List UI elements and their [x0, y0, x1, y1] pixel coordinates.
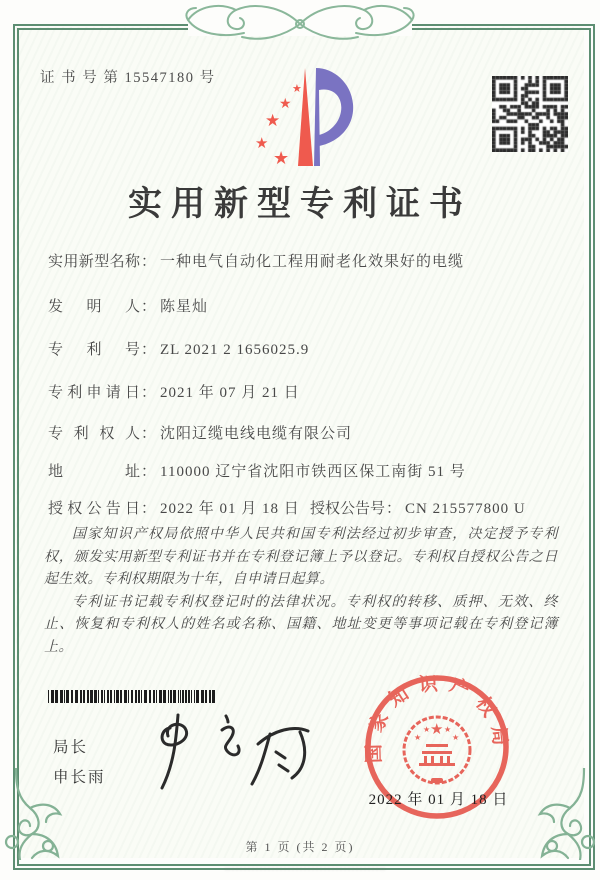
field-row-grant: 授权公告日： 2022 年 01 月 18 日 授权公告号： CN 215577800 U: [48, 497, 568, 518]
field-row-filing-date: 专利申请日： 2021 年 07 月 21 日: [48, 381, 568, 402]
legal-paragraph: 国家知识产权局依照中华人民共和国专利法经过初步审查，决定授予专利权，颁发实用新型专利证书并在专利登记簿上予以登记。专利权自授权公告之日起生效。专利权期限为十年，自申请日起算。: [44, 527, 558, 587]
barcode-bar: [153, 690, 155, 703]
field-row-patent-number: 专利号： ZL 2021 2 1656025.9: [48, 338, 568, 359]
svg-text:★: ★: [273, 148, 290, 169]
barcode-bar: [156, 690, 157, 703]
field-grant-number: 授权公告号： CN 215577800 U: [310, 501, 526, 517]
barcode: [48, 690, 218, 703]
signature-icon: [138, 712, 323, 800]
national-emblem-icon: [404, 717, 470, 783]
certificate-number: 证 书 号 第 15547180 号: [40, 70, 216, 86]
field-row-inventor: 发明人： 陈星灿: [48, 295, 568, 316]
field-value: ZL 2021 2 1656025.9: [160, 342, 310, 358]
barcode-bar: [94, 690, 97, 703]
field-label: 专利申请日: [48, 385, 140, 401]
barcode-bar: [144, 690, 147, 703]
barcode-bar: [104, 690, 105, 703]
barcode-bar: [114, 690, 115, 703]
barcode-bar: [101, 690, 103, 703]
barcode-bar: [80, 690, 82, 703]
field-label: 专利权人: [48, 426, 140, 442]
barcode-bar: [149, 690, 151, 703]
barcode-bar: [138, 690, 140, 703]
barcode-bar: [75, 690, 78, 703]
barcode-bar: [173, 690, 176, 703]
barcode-bar: [188, 690, 190, 703]
barcode-bar: [87, 690, 89, 703]
barcode-bar: [178, 690, 179, 703]
certificate-title: 实用新型专利证书: [128, 186, 472, 223]
svg-text:★: ★: [430, 720, 444, 738]
legal-paragraph: 专利证书记载专利权登记时的法律状况。专利权的转移、质押、无效、终止、恢复和专利权人的姓名或名称、国籍、地址变更等事项记载在专利登记簿上。: [44, 594, 558, 655]
svg-text:★: ★: [279, 96, 292, 112]
cnipa-logo-icon: [243, 60, 359, 178]
barcode-bar: [185, 690, 187, 703]
barcode-bar: [124, 690, 127, 703]
officer-name: 申长雨: [53, 769, 106, 786]
barcode-bar: [71, 690, 73, 703]
svg-text:★: ★: [444, 725, 452, 734]
svg-text:★: ★: [414, 733, 422, 742]
field-value: 2021 年 07 月 21 日: [160, 385, 300, 401]
barcode-bar: [128, 690, 129, 703]
barcode-bar: [163, 690, 166, 703]
barcode-bar: [83, 690, 85, 703]
svg-text:★: ★: [423, 725, 431, 734]
barcode-bar: [131, 690, 133, 703]
field-label: 授权公告日: [48, 501, 140, 517]
svg-text:★: ★: [265, 111, 281, 131]
field-label: 发明人: [48, 299, 140, 315]
barcode-bar: [60, 690, 63, 703]
barcode-bar: [205, 690, 207, 703]
barcode-bar: [51, 690, 54, 703]
dragon-ornament-icon: [178, 0, 422, 48]
barcode-bar: [201, 690, 204, 703]
barcode-bar: [182, 690, 184, 703]
barcode-bar: [135, 690, 137, 703]
barcode-bar: [110, 690, 112, 703]
field-label: 专利号: [48, 342, 140, 358]
barcode-bar: [141, 690, 142, 703]
barcode-bar: [168, 690, 169, 703]
barcode-bar: [159, 690, 162, 703]
field-value: 沈阳辽缆电线电缆有限公司: [160, 426, 353, 442]
officer-title: 局长: [53, 739, 89, 756]
field-label: 实用新型名称: [48, 254, 140, 270]
barcode-bar: [116, 690, 119, 703]
barcode-bar: [66, 690, 69, 703]
barcode-bar: [170, 690, 172, 703]
barcode-bar: [98, 690, 99, 703]
barcode-bar: [196, 690, 199, 703]
seal-date: 2022 年 01 月 18 日: [368, 792, 509, 808]
svg-text:★: ★: [255, 134, 269, 152]
barcode-bar: [90, 690, 93, 703]
field-value: 一种电气自动化工程用耐老化效果好的电缆: [160, 254, 465, 270]
qr-code: [492, 76, 568, 152]
field-value: 110000 辽宁省沈阳市铁西区保工南街 51 号: [160, 464, 466, 480]
barcode-bar: [55, 690, 58, 703]
seal-text: 国家知识产权局: [363, 673, 512, 764]
field-row-name: 实用新型名称： 一种电气自动化工程用耐老化效果好的电缆: [48, 250, 568, 271]
field-value: 2022 年 01 月 18 日: [160, 501, 300, 517]
barcode-bar: [120, 690, 122, 703]
barcode-bar: [191, 690, 192, 703]
page-number: 第 1 页 (共 2 页): [245, 840, 355, 854]
page-bleed-through: [225, 868, 385, 876]
barcode-bar: [194, 690, 195, 703]
barcode-bar: [48, 690, 49, 703]
barcode-bar: [64, 690, 65, 703]
barcode-bar: [180, 690, 181, 703]
officer-block: [53, 733, 106, 793]
field-value: 陈星灿: [160, 299, 209, 315]
svg-text:★: ★: [292, 82, 302, 95]
svg-text:★: ★: [452, 733, 460, 742]
field-row-address: 地址： 110000 辽宁省沈阳市铁西区保工南街 51 号: [48, 460, 568, 481]
field-label: 地址: [48, 464, 140, 480]
barcode-bar: [209, 690, 211, 703]
barcode-bar: [212, 690, 215, 703]
legal-text: [44, 524, 558, 659]
barcode-bar: [107, 690, 109, 703]
field-row-patentee: 专利权人： 沈阳辽缆电线电缆有限公司: [48, 422, 568, 443]
